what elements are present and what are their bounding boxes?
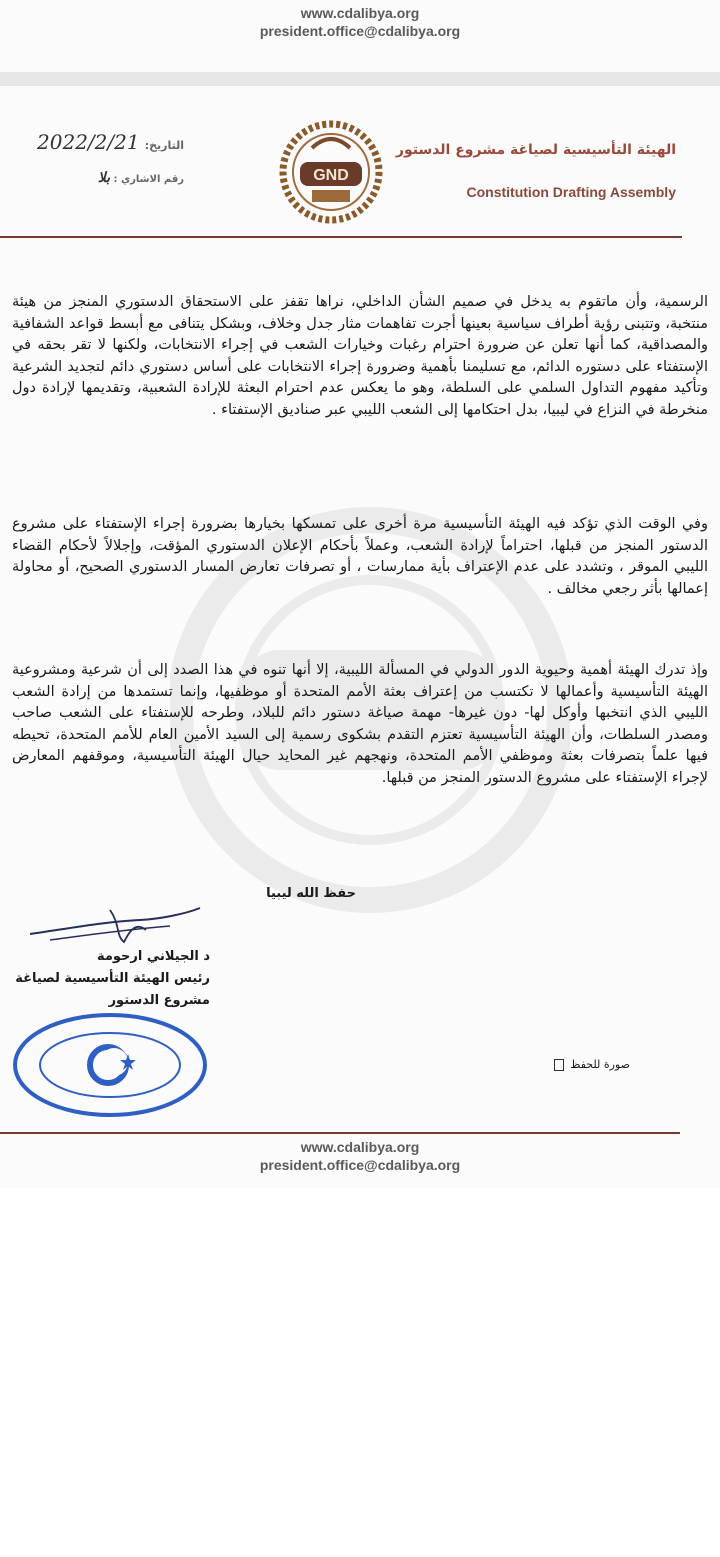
reference-value: بلا (97, 170, 111, 186)
paragraph-2: وفي الوقت الذي تؤكد فيه الهيئة التأسيسية مرة أخرى على تمسكها بخيارها بضرورة إجراء الإستفتاء على مشروع الدستور المنجز من قبلها، احتراماً لإرادة الشعب، وعملاً بأحكام الإعلان الدستوري المؤقت، وإجلالاً لأحكام القضاء الليبي الموقر ، وتشدد على عدم الإعتراف بأية ممارسات ، أو تصرفات تعارض المسار الدستوري الصحيح، أو محاولة إعمالها بأثر رجعي مخالف . (12, 516, 708, 597)
copy-note-text: صورة للحفظ (570, 1058, 630, 1071)
signature-icon (20, 900, 210, 950)
copy-note (540, 1058, 630, 1071)
footer-email: president.office@cdalibya.org (259, 1157, 461, 1173)
date-value: 2022/2/21 (37, 130, 140, 154)
official-stamp-icon (10, 1010, 210, 1120)
signatory-name: د الجيلاني ارحومة (96, 949, 210, 964)
footer-website: www.cdalibya.org (300, 1139, 420, 1155)
footer-contact (0, 1138, 720, 1174)
reference-label: رقم الاشاري : (113, 174, 184, 185)
assembly-name-arabic: الهيئة التأسيسية لصياغة مشروع الدستور (395, 142, 676, 158)
footer-rule (0, 1132, 680, 1134)
letter-body-3 (12, 660, 708, 790)
header-email: president.office@cdalibya.org (259, 23, 461, 39)
letter-body (12, 292, 708, 422)
assembly-name-english: Constitution Drafting Assembly (466, 184, 676, 200)
letterhead-rule (0, 236, 682, 238)
date-line (14, 130, 184, 154)
signatory-title-1: رئيس الهيئة التأسيسية لصياغة (15, 971, 210, 986)
header-website: www.cdalibya.org (300, 5, 420, 21)
document-icon (554, 1059, 564, 1071)
closing-phrase: حفظ الله ليبيا (266, 886, 356, 901)
reference-line (14, 170, 184, 186)
assembly-logo-icon (272, 118, 390, 226)
date-label: التاريخ: (144, 139, 184, 152)
letter-body-2 (12, 514, 708, 600)
svg-text:GND: GND (313, 167, 349, 184)
paragraph-1: الرسمية، وأن ماتقوم به يدخل في صميم الشأن الداخلي، نراها تقفز على الاستحقاق الدستوري المنجز من هيئة منتخبة، وتتبنى رؤية أطراف سياسية بعينها أجرت تفاهمات مثار جدل وخلاف، وبشكل يتنافى مع أبسط قواعد الشفافية والمصداقية، كما أنها تعلن عن ضرورة احترام رغبات وخيارات الشعب في إجراء الانتخابات، ولكنها لا تقر بحقه في الإستفتاء على دستوره الدائم، مع تسليمنا بأهمية وضرورة إجراء الانتخابات على أساس دستوري دائم لتجديد الشرعية وتأكيد مفهوم التداول السلمي على السلطة، وهو ما يعكس عدم احترام البعثة للإرادة الشعبية، وتقديمها لإرادة دول منخرطة في النزاع في ليبيا، بدل احتكامها إلى الشعب الليبي عبر صناديق الإستفتاء . (12, 294, 708, 418)
blank-area (0, 1188, 720, 1557)
page-break-top (0, 72, 720, 86)
paragraph-3: وإذ تدرك الهيئة أهمية وحيوية الدور الدولي في المسألة الليبية، إلا أنها تنوه في هذا الصدد إلى أن شرعية ومشروعية الهيئة التأسيسية وأعمالها لا تكتسب من إعتراف بعثة الأمم المتحدة أو موظفيها، وإنما تستمدها من إرادة الشعب الليبي الذي انتخبها وأوكل لها- دون غيرها- مهمة صياغة دستور دائم للبلاد، وطرحه للإستفتاء على الشعب صاحب ومصدر السلطات، وأن الهيئة التأسيسية تعتزم التقدم بشكوى رسمية إلى السيد الأمين العام للأمم المتحدة، تحيطه فيها علماً بتصرفات بعثة وموظفي الأمم المتحدة، ونهجهم غير المحايد حيال الهيئة التأسيسية، وموقفهم المعارض لإجراء الإستفتاء على مشروع الدستور المنجز من قبلها. (12, 662, 708, 786)
header-contact (0, 4, 720, 40)
signatory-block (10, 946, 210, 1012)
signatory-title-2: مشروع الدستور (108, 993, 210, 1008)
